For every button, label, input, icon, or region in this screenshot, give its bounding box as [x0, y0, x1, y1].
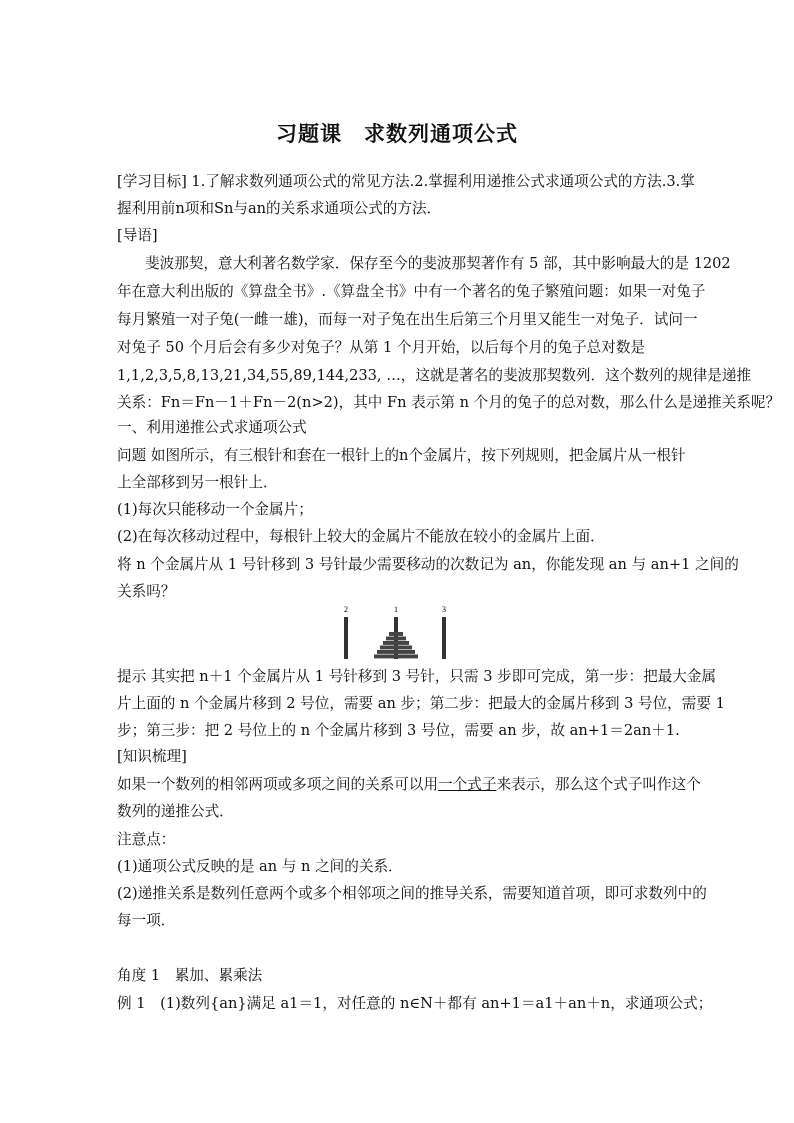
question-line-6: 关系吗？: [117, 583, 176, 600]
intro-line-1: 斐波那契，意大利著名数学家．保存至今的斐波那契著作有 5 部，其中影响最大的是 1202: [145, 255, 731, 272]
knowledge-line-1: [117, 775, 701, 795]
intro-label: [导语]: [117, 227, 158, 244]
question-text-1: 如图所示，有三根针和套在一根针上的n个金属片，按下列规则，把金属片从一根针: [150, 447, 686, 464]
hint-line-1: [117, 667, 717, 687]
question-rule-2: (2)在每次移动过程中，每根针上较大的金属片不能放在较小的金属片上面．: [117, 528, 605, 545]
note-2-continued: 每一项．: [117, 912, 176, 929]
question-label: 问题: [117, 447, 147, 464]
knowledge-label: [知识梳理]: [117, 748, 187, 765]
peg-label-2: 2: [344, 605, 348, 614]
question-line-1: [117, 446, 686, 466]
intro-line-2: 年在意大利出版的《算盘全书》.《算盘全书》中有一个著名的兔子繁殖问题：如果一对兔子: [117, 283, 706, 300]
peg-3: [442, 617, 446, 659]
question-line-5: 将 n 个金属片从 1 号针移到 3 号针最少需要移动的次数记为 an，你能发现 an 与 an+1 之间的: [117, 556, 739, 573]
intro-line-5: 1,1,2,3,5,8,13,21,34,55,89,144,233, …，这就是著名的斐波那契数列．这个数列的规律是递推: [117, 367, 752, 384]
notes-label: 注意点：: [117, 831, 176, 848]
hint-text-1: 其实把 n＋1 个金属片从 1 号针移到 3 号针，只需 3 步即可完成，第一步：把最大金属: [150, 668, 717, 685]
intro-line-4: 对兔子 50 个月后会有多少对兔子？从第 1 个月开始，以后每个月的兔子总对数是: [117, 339, 646, 356]
hint-line-2: 片上面的 n 个金属片移到 2 号位，需要 an 步；第二步：把最大的金属片移到 3 号位，需要 1: [117, 695, 725, 712]
disk: [380, 646, 412, 650]
hint-label: 提示: [117, 668, 147, 685]
learning-goals-line-2: 握利用前n项和Sn与an的关系求通项公式的方法．: [117, 200, 442, 217]
note-2: (2)递推关系是数列任意两个或多个相邻项之间的推导关系，需要知道首项，即可求数列中的: [117, 885, 707, 902]
hint-line-3: 步；第三步：把 2 号位上的 n 个金属片移到 3 号位，需要 an 步，故 an+1＝2an＋1.: [117, 722, 680, 739]
learning-goals-label: [学习目标]: [117, 173, 187, 190]
intro-line-6: 关系：Fn＝Fn－1＋Fn－2(n>2)，其中 Fn 表示第 n 个月的兔子的总对数，那么什么是递推关系呢？: [117, 394, 781, 411]
knowledge-text-post: 来表示，那么这个式子叫作这个: [496, 776, 701, 793]
knowledge-line-2: 数列的递推公式．: [117, 803, 234, 820]
question-rule-1: (1)每次只能移动一个金属片；: [117, 501, 313, 518]
disk: [374, 655, 418, 659]
knowledge-underlined-term: 一个式子: [438, 776, 497, 793]
peg-label-1: 1: [394, 605, 398, 614]
disk: [383, 641, 409, 645]
example-1: 例 1 (1)数列{an}满足 a1＝1，对任意的 n∈N＋都有 an+1＝a1＋an＋n，求通项公式；: [117, 995, 713, 1012]
learning-goals-text-1: 1.了解求数列通项公式的常见方法.2.掌握利用递推公式求通项公式的方法.3.掌: [191, 173, 695, 190]
peg-label-3: 3: [442, 605, 446, 614]
intro-line-3: 每月繁殖一对子兔(一雌一雄)，而每一对子兔在出生后第三个月里又能生一对兔子．试问一: [117, 311, 698, 328]
disk: [386, 637, 406, 641]
disk: [389, 632, 403, 636]
question-line-2: 上全部移到另一根针上．: [117, 474, 278, 491]
learning-goals-line-1: [117, 172, 695, 192]
page-title: 习题课 求数列通项公式: [276, 121, 518, 146]
angle-heading: 角度 1 累加、累乘法: [117, 967, 263, 984]
note-1: (1)通项公式反映的是 an 与 n 之间的关系．: [117, 858, 403, 875]
disk: [377, 650, 415, 654]
tower-of-hanoi-figure: [330, 604, 465, 662]
section-heading-1: 一、利用递推公式求通项公式: [117, 419, 307, 436]
knowledge-text-pre: 如果一个数列的相邻两项或多项之间的关系可以用: [117, 776, 439, 793]
peg-2: [344, 617, 348, 659]
